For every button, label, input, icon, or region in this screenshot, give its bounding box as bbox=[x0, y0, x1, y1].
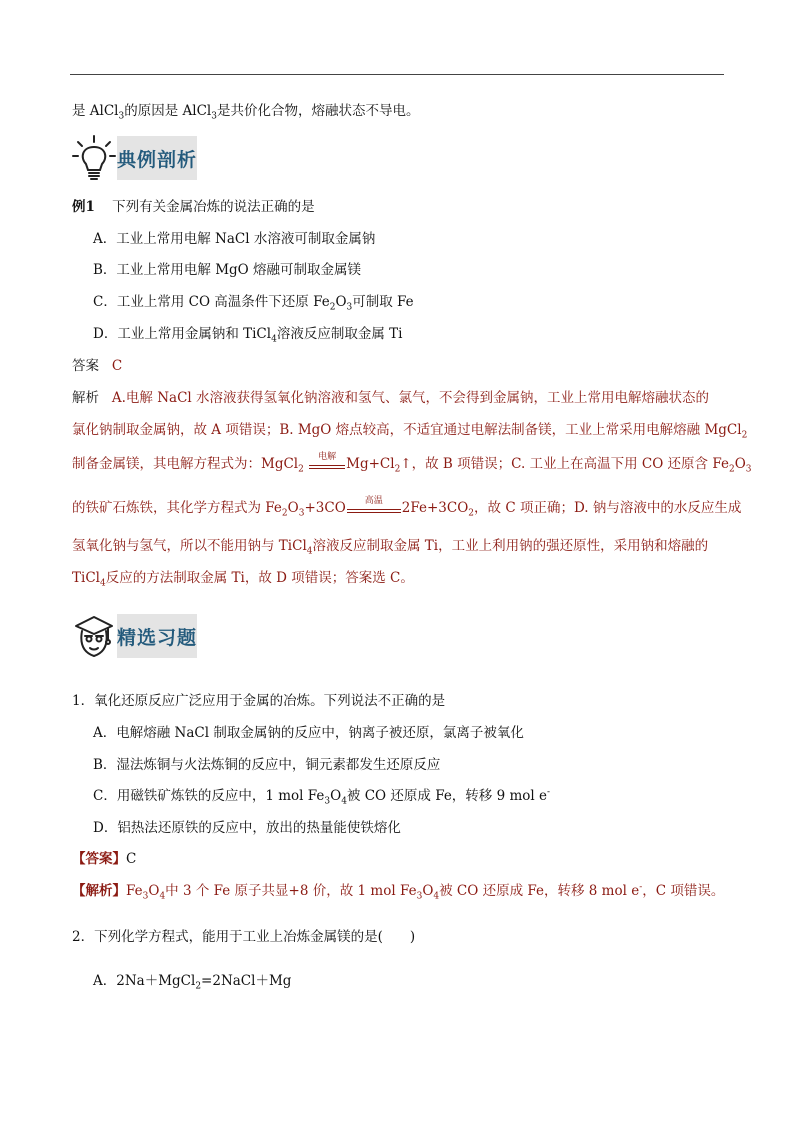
section-title-box bbox=[117, 614, 197, 658]
q1-analysis: 【解析】$Fe_3O_4$中 3 个 Fe 原子共显+8 价，故 1 mol $Fe_3O_4$被 CO 还原成 Fe，转移 8 mol e-，C 项错误。 bbox=[72, 882, 725, 902]
example-question: 例1 下列有关金属冶炼的说法正确的是 bbox=[72, 199, 315, 215]
q1-option-b: B．湿法炼铜与火法炼铜的反应中，铜元素都发生还原反应 bbox=[93, 757, 441, 773]
q1-option-a: A．电解熔融 NaCl 制取金属钠的反应中，钠离子被还原，氯离子被氧化 bbox=[93, 725, 524, 741]
section-header-examples bbox=[72, 134, 202, 184]
q2-option-a: A．2Na＋MgCl$_2$=2NaCl＋Mg bbox=[93, 973, 292, 992]
analysis-line-6: TiCl$_4$反应的方法制取金属 Ti，故 D 项错误；答案选 C。 bbox=[72, 570, 414, 589]
example-label: 例1 bbox=[72, 199, 95, 215]
header-rule bbox=[70, 74, 724, 75]
top-note: 是 AlCl$_3$的原因是 AlCl$_3$是共价化合物，熔融状态不导电。 bbox=[72, 103, 420, 122]
q1-stem: 1．氧化还原反应广泛应用于金属的冶炼。下列说法不正确的是 bbox=[72, 693, 446, 709]
equation-arrow-electrolysis: 电解 bbox=[309, 455, 345, 475]
section-header-exercises bbox=[72, 612, 202, 662]
example-answer: 答案 C bbox=[72, 358, 123, 374]
analysis-line-5: 氢氧化钠与氢气，所以不能用钠与 TiCl$_4$溶液反应制取金属 Ti，工业上利用钠的强还原性，采用钠和熔融的 bbox=[72, 538, 709, 557]
example-option-b: B．工业上常用电解 MgO 熔融可制取金属镁 bbox=[93, 262, 362, 278]
q1-option-c: C．用磁铁矿炼铁的反应中，1 mol $Fe_3O_4$被 CO 还原成 Fe，转移 9 mol e- bbox=[93, 787, 551, 807]
section-title-box bbox=[117, 136, 197, 180]
q1-answer: 【答案】C bbox=[72, 851, 137, 867]
analysis-label: 解析 bbox=[72, 390, 99, 406]
section-title: 典例剖析 bbox=[117, 148, 198, 171]
equation-arrow-high-temp: 高温 bbox=[347, 499, 401, 519]
analysis-line-2: 氯化钠制取金属钠，故 A 项错误；B. MgO 熔点较高，不适宜通过电解法制备镁，工业上常采用电解熔融 MgCl$_2$ bbox=[72, 422, 748, 441]
q2-stem: 2．下列化学方程式，能用于工业上冶炼金属镁的是( ) bbox=[72, 929, 416, 945]
example-option-c: C．工业上常用 CO 高温条件下还原 $Fe_2O_3$可制取 Fe bbox=[93, 294, 414, 313]
analysis-line-1: 解析 A.电解 NaCl 水溶液获得氢氧化钠溶液和氢气、氯气，不会得到金属钠，工业上常用电解熔融状态的 bbox=[72, 390, 710, 406]
graduate-icon bbox=[72, 612, 116, 662]
lightbulb-icon bbox=[72, 134, 116, 184]
section-title: 精选习题 bbox=[117, 626, 198, 649]
analysis-line-3: 制备金属镁，其电解方程式为：MgCl$_2$ 电解 $Mg+Cl_2↑$，故 B 项错误；C. 工业上在高温下用 CO 还原含 $Fe_2O_3$ bbox=[72, 451, 752, 475]
q1-option-d: D．铝热法还原铁的反应中，放出的热量能使铁熔化 bbox=[93, 820, 401, 836]
analysis-line-4: 的铁矿石炼铁，其化学方程式为 $Fe_2O_3+3CO$ 高温 $2Fe+3CO_2$，故 C 项正确；D. 钠与溶液中的水反应生成 bbox=[72, 495, 742, 519]
example-option-a: A．工业上常用电解 NaCl 水溶液可制取金属钠 bbox=[93, 231, 376, 247]
example-option-d: D．工业上常用金属钠和 TiCl$_4$溶液反应制取金属 Ti bbox=[93, 326, 403, 345]
